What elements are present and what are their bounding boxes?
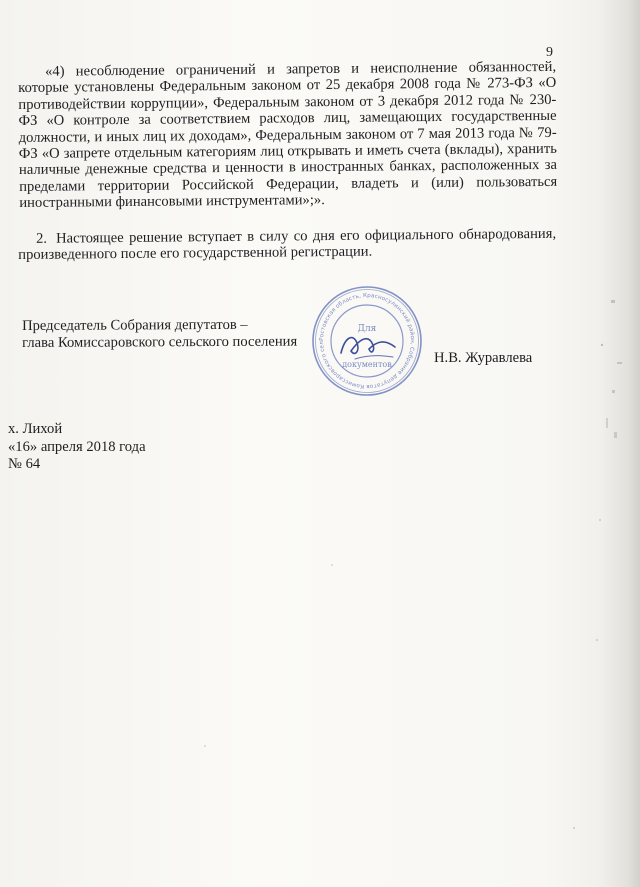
stamp-center-line-2: документов: [342, 360, 392, 369]
paragraph-number: 2.: [35, 230, 48, 247]
document-footer: [8, 421, 146, 474]
signature-scribble: [341, 338, 395, 354]
paragraph-amendment: [18, 59, 557, 212]
stamp-ring-text: Ростовская область, Красносулинский район, Собрание депутатов Комиссаровского сел: [318, 292, 416, 390]
paragraph-effective-date-text: Настоящее решение вступает в силу со дня его официального обнародования, произведенного после его государственной регистрации.: [18, 225, 557, 264]
footer-number: № 64: [8, 456, 41, 472]
stamp-seal-graphic: [311, 285, 423, 397]
official-stamp: [311, 285, 423, 397]
signer-position-line-2: глава Комиссаровского сельского поселения: [22, 333, 298, 351]
signer-position-line-1: Председатель Собрания депутатов –: [22, 316, 248, 334]
page-edge-shadow: [600, 0, 640, 887]
paragraph-effective-date: [18, 226, 556, 264]
footer-place: х. Лихой: [8, 421, 63, 437]
stamp-center-line-1: Для: [357, 324, 377, 334]
footer-date: «16» апреля 2018 года: [8, 438, 146, 455]
paragraph-amendment-text: «4) несоблюдение ограничений и запретов и неисполнение обязанностей, которые установлены Федеральным законом от 25 декабря 2008 года № 273-ФЗ «О противодействии коррупции», Федеральным законом от 3 декабря 2012 года № 230-ФЗ «О контроле за соответствием расходов лиц, замещающих государственные должности, и иных лиц их доходам», Федеральным законом от 7 мая 2013 года № 79-ФЗ «О запрете отдельным категориям лиц открывать и иметь счета (вклады), хранить наличные денежные средства и ценности в иностранных банках, расположенных за пределами территории Российской Федерации, владеть и (или) пользоваться иностранными финансовыми инструментами»;».: [18, 58, 558, 212]
page-number: 9: [546, 45, 553, 60]
signer-name: Н.В. Журавлева: [434, 350, 533, 366]
signer-position: [22, 317, 297, 352]
